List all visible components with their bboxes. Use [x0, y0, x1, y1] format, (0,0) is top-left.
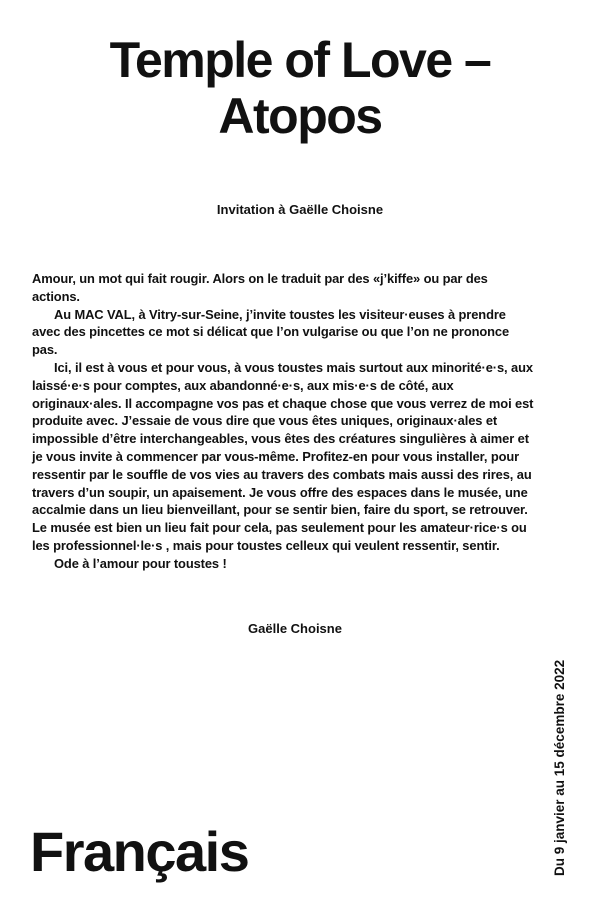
language-label: Français	[30, 820, 249, 883]
author-signature: Gaëlle Choisne	[248, 621, 342, 636]
exhibition-dates: Du 9 janvier au 15 décembre 2022	[552, 659, 567, 876]
body-paragraph: Amour, un mot qui fait rougir. Alors on le traduit par des «j’kiffe» ou par des actions.	[32, 271, 488, 304]
invitation-subtitle: Invitation à Gaëlle Choisne	[216, 202, 384, 217]
body-text	[32, 270, 537, 573]
title-line-2: Atopos	[218, 88, 382, 144]
title-line-1: Temple of Love –	[109, 32, 491, 88]
document-title	[0, 32, 600, 144]
body-paragraph: Au MAC VAL, à Vitry-sur-Seine, j’invite toustes les visiteur·euses à prendre avec des pincettes ce mot si délicat que l’on vulgarise ou que l’on ne prononce pas.	[32, 306, 510, 358]
body-paragraph: Ici, il est à vous et pour vous, à vous toustes mais surtout aux minorité·e·s, aux laissé·e·s pour comptes, aux abandonné·e·s, aux mis·e·s de côté, aux originaux·ales. Il accompagne vos pas et chaque chose que vous verrez de moi est produite avec. J’essaie de vous dire que vous êtes uniques, originaux·ales et impossible d’être interchangeables, vous êtes des créatures singulières à aimer et je vous invite à commencer par vous-même. Profitez-en pour vous installer, pour ressentir par le souffle de vos vies au travers des combats mais aussi des rires, au travers d’un soupir, un apaisement. Je vous offre des espaces dans le musée, une accalmie dans un lieu bienveillant, pour se sentir bien, faire du sport, se retrouver. Le musée est bien un lieu fait pour cela, pas seulement pour les amateur·rice·s ou les professionnel·le·s , mais pour toustes celleux qui veulent ressentir, sentir.	[32, 359, 534, 553]
body-paragraph: Ode à l’amour pour toustes !	[54, 555, 227, 571]
